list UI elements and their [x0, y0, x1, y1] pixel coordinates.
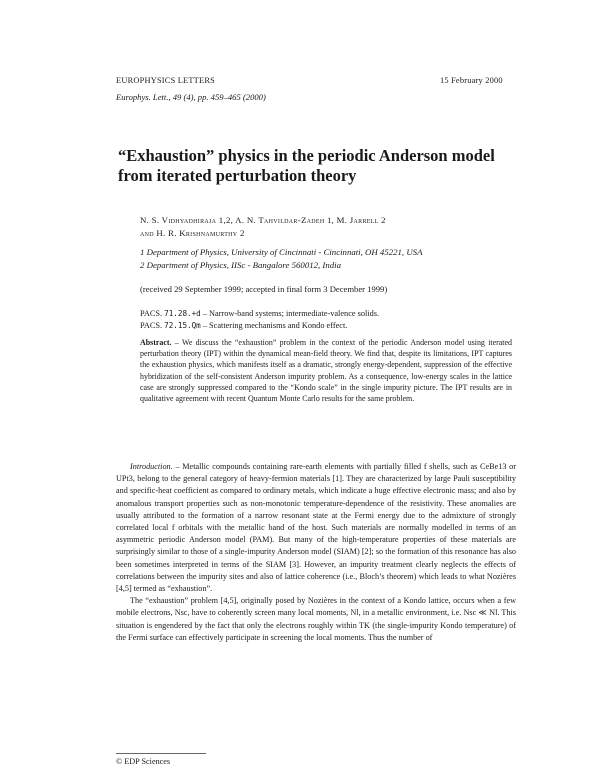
title-line-1: “Exhaustion” physics in the periodic Anderson model: [118, 146, 495, 165]
pacs-code: 71.28.+d: [164, 309, 201, 318]
title-line-2: from iterated perturbation theory: [118, 166, 357, 185]
abstract-text: – We discuss the “exhaustion” problem in the context of the periodic Anderson model using iterated perturbation theory (IPT) within the dynamical mean-field theory. We find that, despite its limitations, IPT captures the exhaustion physics, which manifests itself as a dramatic, strongly energy-dependent, suppression of the effective hybridization of the self-consistent Anderson impurity problem. As a consequence, low-energy scales in the lattice case are strongly suppressed compared to the “Kondo scale” in the single impurity picture. The IPT results are in qualitative agreement with recent Quantum Monte Carlo results for the same problem.: [140, 338, 513, 404]
citation: Europhys. Lett., 49 (4), pp. 459–465 (2000): [116, 92, 266, 102]
issue-date: 15 February 2000: [440, 76, 503, 85]
affiliation-1: 1 Department of Physics, University of Cincinnati - Cincinnati, OH 45221, USA: [140, 247, 423, 257]
affiliation-2: 2 Department of Physics, IISc - Bangalore 560012, India: [140, 259, 341, 270]
journal-name: EUROPHYSICS LETTERS: [116, 76, 215, 85]
pacs-entry: [140, 308, 379, 320]
abstract: [140, 337, 512, 404]
pacs-label: PACS.: [140, 309, 163, 318]
pacs-label: PACS.: [140, 321, 163, 330]
received-dates: (received 29 September 1999; accepted in final form 3 December 1999): [140, 284, 388, 294]
copyright: © EDP Sciences: [116, 757, 171, 766]
paragraph-2: The “exhaustion” problem [4,5], originally posed by Nozières in the context of a Kondo lattice, occurs when a few mobile electrons, Nsc, have to coherently screen many local moments, Nl, in a metallic environment, i.e. Nsc ≪ Nl. This situation is engendered by the fact that only the electrons roughly within TK (the single-impurity Kondo temperature) of the Fermi surface can effectively participate in screening the local moments. Thus the number of: [116, 596, 516, 642]
intro-heading: Introduction.: [130, 462, 173, 471]
pacs-desc: – Narrow-band systems; intermediate-valence solids.: [202, 309, 380, 318]
pacs-code: 72.15.Qm: [164, 321, 201, 330]
authors-line-1: N. S. Vidhyadhiraja 1,2, A. N. Tahvildar-Zadeh 1, M. Jarrell 2: [140, 215, 386, 225]
paragraph-1: – Metallic compounds containing rare-earth elements with partially filled f shells, such as CeBe13 or UPt3, belong to the general category of heavy-fermion materials [1]. They are characterized by large Pauli susceptibility and specific-heat coefficient as compared to ordinary metals, which indicate a huge effective electronic mass; and also by anomalous transport properties such as non-monotonic temperature-dependence of the resistivity. These anomalies are usually attributed to the formation of a narrow resonant state at the Fermi energy due to the admixture of strongly correlated local f orbitals with the metallic band of the host. Such materials are normally modelled in terms of an asymmetric periodic Anderson model (PAM). But many of the high-temperature properties of these materials are surprisingly similar to those of a single-impurity Anderson model (SIAM) [2]; so the formation of this resonance has also been sometimes interpreted in terms of the SIAM [3]. However, an impurity treatment clearly neglects the effects of correlations between the impurity sites and also of lattice coherence (i.e., Bloch’s theorem) which leads to what Nozières [4,5] termed as “exhaustion”.: [116, 462, 516, 594]
pacs-desc: – Scattering mechanisms and Kondo effect.: [202, 321, 348, 330]
authors: [140, 214, 530, 240]
pacs-entry: [140, 320, 379, 332]
abstract-heading: Abstract.: [140, 338, 172, 347]
paper-title: [118, 146, 518, 186]
affiliations: [140, 246, 530, 271]
authors-line-2: and H. R. Krishnamurthy 2: [140, 228, 245, 238]
body-text: [116, 461, 516, 644]
pacs-list: [140, 308, 379, 332]
footer-rule: [116, 753, 206, 754]
